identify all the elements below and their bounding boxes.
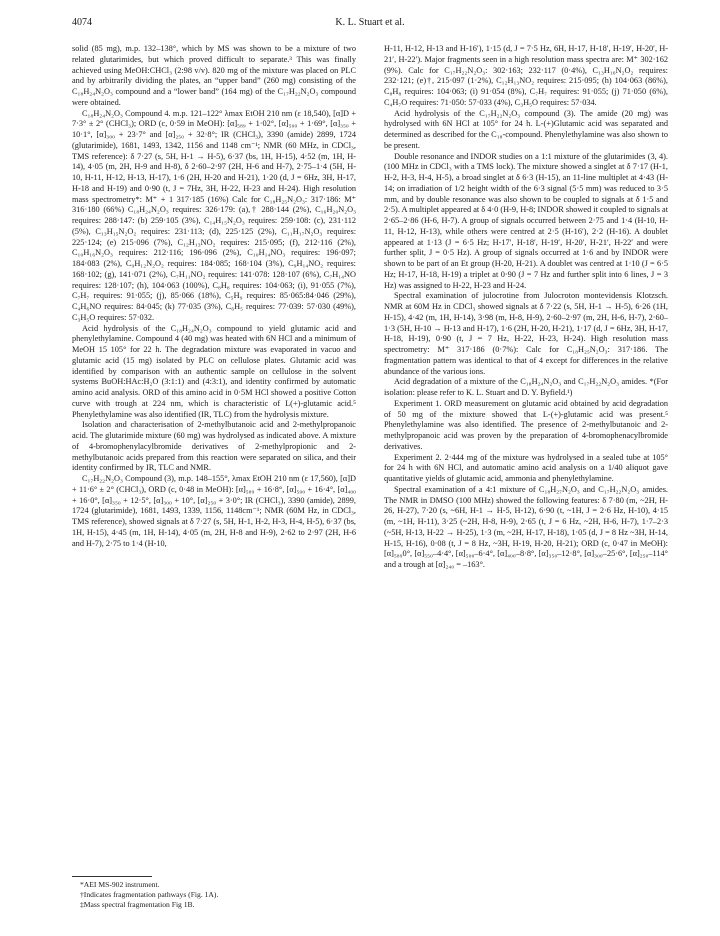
paragraph: H-11, H-12, H-13 and H-16′), 1·15 (d, J = 7·5 Hz, 6H, H-17, H-18′, H-19′, H-20′, H-21′, H-22′). Major fragments seen in a high resolution mass spectra are: M⁺ 302·162 (9%). Calc for C₁₇H₂₂N₂O₃: 302·163; 232·117 (0·4%), C₁₃H₁₆N₂O₂ requires: 232·121; (e)†, 215·097 (1·2%), C₁₂H₁₃NO₂ requires: 215·095; (h) 104·063 (86%), C₈H₈ requires: 104·063; (i) 91·054 (8%), C₇H₇ requires: 91·055; (j) 71·050 (6%), C₄H₇O requires: 71·050: 57·033 (4%), C₃H₅O requires: 57·034. (384, 44, 668, 107)
paragraph: Experiment 1. ORD measurement on glutamic acid obtained by acid degradation of 50 mg of the mixture showed that L-(+)-glutamic acid was present.⁵ Phenylethylamine was also identified. The presence of 2-methylbutanoic and 2-methylpropanoic acid was proven by the preparation of 4-bromophenacylbromide derivatives. (384, 398, 668, 451)
paragraph: C₁₇H₂₂N₂O₃ Compound (3), m.p. 148–155°, λmax EtOH 210 nm (ε 17,560), [α]D + 11·6° ± 2° (CHCl₃), ORD (c, 0·48 in MeOH): [α]₅₈₉ + 16·8°, [α]₅₀₀ + 16·4°, [α]₄₀₀ + 16·0°, [α]₃₅₀ + 12·5°, [α]₃₀₀ + 10°, [α]₂₅₀ + 3·0°; IR (CHCl₃), 3390 (amide), 2899, 1724 (glutarimide), 1681, 1493, 1339, 1156, 1148cm⁻¹; NMR (60M Hz, in CDCl₃, TMS reference), showed signals at δ 7·27 (s, 5H, H-1, H-2, H-3, H-4, H-5), 6·37 (bs, 1H, H-15), 4·45 (m, 1H, H-14), 4·05 (m, 2H, H-8 and H-9), 2·62 to 2·97 (2H, H-6 and H-7), 2·75 to 1·4 (H-10, (72, 474, 356, 548)
paragraph: Spectral examination of a 4:1 mixture of C₁₈H₂₇N₂O₃ and C₁₇H₂₂N₂O₃ amides. The NMR in DMSO (100 MHz) showed the following features: δ 7·80 (m, ~2H, H-26, H-27), 7·20 (s, ~6H, H-1 → H-5, H-12), 6·90 (t, ~1H, J = 2·6 Hz, H-10), 4·15 (m, ~1H, H-11), 3·25 (~2H, H-8, H-9), 2·65 (t, J = 6 Hz, ~2H, H-6, H-7), 1·7–2·3 (~5H, H-13, H-22 → H-25), 1·3 (m, ~2H, H-17, H-18), 1·05 (d, J = 8 Hz ~3H, H-14, H-15, H-16), 0·08 (t, J = 8 Hz, ~3H, H-19, H-20, H-21); ORD (c, 0·47 in MeOH): [α]₅₈₉0°, [α]₅₅₀–4·4°, [α]₅₀₀–6·4°, [α]₄₀₀–8·8°, [α]₃₅₀–12·8°, [α]₃₀₀–25·6°, [α]₂₅₀–114° and a trough at [α]₂₄₀ = –163°. (384, 484, 668, 569)
paragraph: Acid degradation of a mixture of the C₁₈H₂₄N₂O₃ and C₁₇H₂₂N₂O₃ amides. *(For isolation: please refer to K. L. Stuart and D. Y. Byfield.¹) (384, 377, 668, 397)
paragraph: C₁₈H₂₄N₂O₃ Compound 4. m.p. 121–122° λmax EtOH 210 nm (ε 18,540), [α]D + 7·3° ± 2° (CHCl₃); ORD (c, 0·59 in MeOH): [α]₅₈₉ + 1·02°, [α]₅₀₀ + 1·69°, [α]₃₅₀ + 10·1°, [α]₃₀₀ + 23·7° and [α]₂₅₀ + 32·8°; IR (CHCl₃), 3390 (amide) 2899, 1724 (glutarimide), 1681, 1493, 1342, 1156 and 1148 cm⁻¹; NMR (60 MHz, in CDCl₃, TMS reference): δ 7·27 (s, 5H, H-1 → H-5), 6·37 (bs, 1H, H-15), 4·52 (m, 1H, H-14), 4·05 (m, 2H, H-9 and H-8), δ 2·60–2·97 (2H, H-6 and H-7), 2·75–1·4 (5H, H-10, H-11, H-12, H-13, H-17), 1·6 (2H, H-20 and H-21), 1·20 (d, J = 6Hz, 3H, H-17, H-18 and H-19) and 0·90 (t, J = 7Hz, 3H, H-22, H-23 and H-24). High resolution mass spectrometry*: M⁺ + 1 317·185 (16%) Calc for C₁₈H₂₅N₂O₃: 317·186: M⁺ 316·180 (66%) C₁₈H₂₄N₂O₃ requires: 326·179: (a),† 288·144 (2%), C₁₆H₂₀N₂O₃ requires: 288·147: (b) 259·105 (3%), C₁₄H₁₅N₂O₃ requires: 259·108: (c), 231·112 (5%), C₁₃H₁₅N₂O₂ requires: 231·113; (d), 225·125 (2%), C₁₁H₁₇N₂O₃ requires: 225·124; (e) 215·096 (7%), C₁₂H₁₃NO₂ requires: 215·095; (f), 212·116 (2%), C₁₀H₁₆N₂O₃ requires: 212·116; 196·096 (2%), C₁₀H₁₄NO₃ requires: 196·097; 184·083 (2%), C₉H₁₂N₂O₂ requires: 184·085; 168·104 (3%), C₉H₁₄NO₂ requires: 168·102; (g), 141·071 (2%), C₇H₁₁NO₂ requires: 141·078: 128·107 (6%), C₇H₁₄NO requires: 128·107; (h), 104·063 (100%), C₈H₈ requires: 104·063; (i), 91·055 (7%), C₇H₇ requires: 91·055; (j), 85·066 (18%), C₅H₉ requires: 85·065:84·046 (29%), C₄H₆NO requires: 84·045; (k) 77·035 (3%), C₆H₅ requires: 77·039: 57·030 (49%), C₃H₅O requires: 57·032. (72, 108, 356, 322)
paragraph: Acid hydrolysis of the C₁₈H₂₄N₂O₃ compound to yield glutamic acid and phenylethylamine. Compound 4 (40 mg) was heated with 6N HCl and a minimum of MeOH 15 105° for 22 h. The degradation mixture was evaporated in vacuo and glutamic acid (15 mg) isolated by PLC on cellulose plates. Glutamic acid was identified by comparison with an authentic sample on cellulose in the solvent systems BuOH:HAc:H₂O (3:1:1) and (4:3:1), and identity confirmed by automatic amino acid analysis. ORD of this amino acid in 0·5M HCl showed a positive Cotton curve with trough at 224 nm, which is characteristic of L(+)-glutamic acid.⁵ Phenylethylamine was also identified (IR, TLC) from the hydrolysis mixture. (72, 323, 356, 419)
paragraph: Isolation and characterisation of 2-methylbutanoic acid and 2-methylpropanoic acid. The glutarimide mixture (60 mg) was hydrolysed as indicated above. A mixture of 4-bromophenylacylbromide derivatives of 2-methylpropionic and 2-methylbutanoic acids prepared from this reaction were separated on silica, and their identity confirmed by IR, TLC and NMR. (72, 420, 356, 473)
footnote: *AEI MS-902 instrument. (80, 880, 160, 889)
paragraph: Double resonance and INDOR studies on a 1:1 mixture of the glutarimides (3, 4). (100 MHz in CDCl₃ with a TMS lock). The mixture showed a singlet at δ 7·17 (H-1, H-2, H-3, H-4, H-5), a broad singlet at δ 6·3 (H-15), an 11-line multiplet at 4·43 (H-14; on irradiation of 1/2 height width of the 6·3 signal (5·5 mm) was reduced to 3·5 mm, and by double resonance was also shown to be coupled to signals at δ 1·5 and 2·5). A multiplet appeared at δ 4·0 (H-9, H-8; INDOR showed it coupled to signals at 2·65–2·86 (H-6, H-7). A group of signals occurred between 2·75 and 1·4 (H-10, H-11, H-12, H-13), while others were centred at 2·5 (H-16′), 2·2 (H-16). A doublet appeared at 1·13 (J = 6·5 Hz; H-17′, H-18′, H-19′, H-20′, H-21′, H-22′ and were further split, J = 0·5 Hz). A group of signals occurred at 1·6 and by INDOR were shown to be part of an Et group (H-20, H-21). A doublet was centred at 1·10 (J = 6·5 Hz; H-17, H-18, H-19) a triplet at 0·90 (J = 7 Hz and further split into 6 lines, J = 3 Hz) was assigned to H-22, H-23 and H-24. (384, 151, 668, 290)
running-title: K. L. Stuart et al. (335, 17, 405, 28)
footnote-rule (72, 876, 152, 877)
footnotes (72, 880, 356, 910)
paragraph: solid (85 mg), m.p. 132–138°, which by MS was shown to be a mixture of two related glutarimides, but which proved difficult to separate.³ This was finally achieved using MeOH:CHCl₃ (2:98 v/v). 820 mg of the mixture was placed on PLC and by arbitrarily dividing the plates, an “upper band” (260 mg) consisting of the C₁₈H₂₄N₂O₃ compound and a “lower band” (164 mg) of the C₁₇H₂₂N₂O₃ compound were obtained. (72, 44, 356, 107)
paragraph: Spectral examination of julocrotine from Julocroton montevidensis Klotzsch. NMR at 60M Hz in CDCl₃ showed signals at δ 7·22 (s, 5H, H-1 → H-5), 6·26 (1H, H-15), 4·42 (m, 1H, H-14), 3·98 (m, H-8, H-9), 2·60–2·97 (m, 2H, H-6, H-7), 2·60–1·3 (5H, H-10 → H-13 and H-17), 1·6 (2H, H-20, H-21), 1·17 (d, J = 6Hz, 3H, H-17, H-18, H-19), 0·90 (t, J = 7 Hz, H-22, H-23, H-24). High resolution mass spectrometry: M⁺ 317·186 (0·7%): Calc for C₁₈H₂₅N₂O₃: 317·186. The fragmentation pattern was identical to that of 4 except for differences in the relative abundance of the various ions. (384, 291, 668, 376)
paragraph: Experiment 2. 2·444 mg of the mixture was hydrolysed in a sealed tube at 105° for 24 h with 6N HCl, and automatic amino acid analysis on a 1/40 aliquot gave quantitative yields of glutamic acid, ammonia and phenylethylamine. (384, 452, 668, 483)
page-number: 4074 (72, 17, 92, 28)
left-text-column (72, 44, 356, 549)
right-text-column (384, 44, 668, 571)
footnote: †Indicates fragmentation pathways (Fig. 1A). (80, 890, 219, 899)
footnote: ‡Mass spectral fragmentation Fig 1B. (80, 900, 195, 909)
page-header (72, 16, 668, 30)
paragraph: Acid hydrolysis of the C₁₇H₂₂N₂O₃ compound (3). The amide (20 mg) was hydrolysed with 6N HCl at 105° for 24 h. L-(+)Glutamic acid was separated and determined as described for the C₁₈-compound. Phenylethylamine was also shown to be present. (384, 108, 668, 150)
